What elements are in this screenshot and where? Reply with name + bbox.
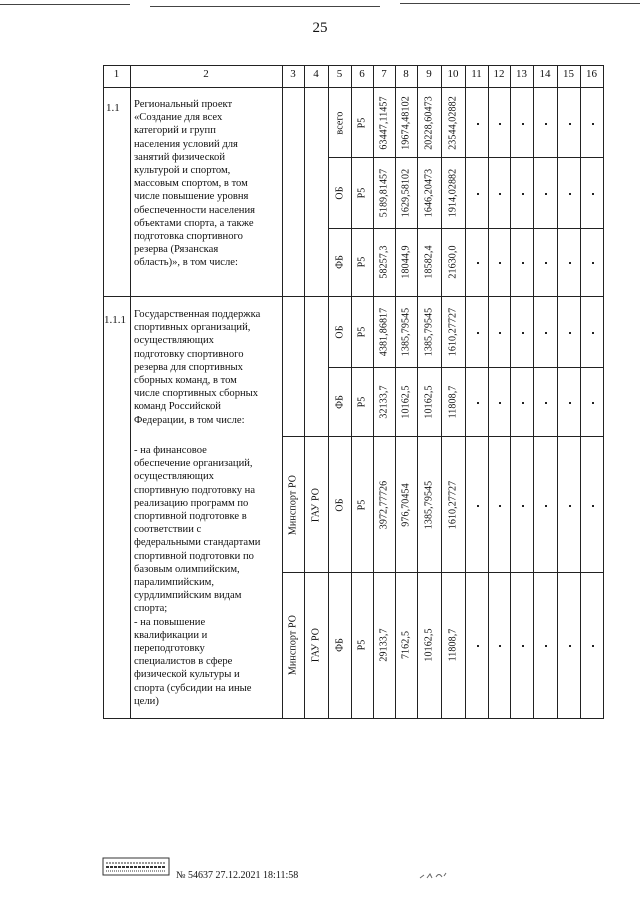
empty-cell-mark <box>477 193 479 195</box>
header-cell: 4 <box>313 68 319 80</box>
column-border <box>130 65 131 719</box>
page-number: 25 <box>312 20 328 36</box>
column-border <box>533 65 534 718</box>
column-border <box>557 65 558 718</box>
header-cell: 7 <box>381 68 387 80</box>
empty-cell-mark <box>499 262 501 264</box>
empty-cell-mark <box>545 123 547 125</box>
column-border <box>510 65 511 718</box>
empty-cell-mark <box>477 123 479 125</box>
header-cell: 9 <box>426 68 432 80</box>
column-border <box>417 65 418 718</box>
empty-cell-mark <box>477 505 479 507</box>
empty-cell-mark <box>522 123 524 125</box>
header-bottom-border <box>103 87 603 88</box>
column-border <box>351 65 352 718</box>
empty-cell-mark <box>592 402 594 404</box>
column-border <box>441 65 442 718</box>
header-cell: 3 <box>290 68 296 80</box>
header-cell: 11 <box>471 68 482 80</box>
empty-cell-mark <box>569 262 571 264</box>
empty-cell-mark <box>592 123 594 125</box>
empty-cell-mark <box>592 505 594 507</box>
column-border <box>488 65 489 718</box>
empty-cell-mark <box>592 332 594 334</box>
row-border <box>103 296 603 297</box>
column-border <box>395 65 396 718</box>
empty-cell-mark <box>569 505 571 507</box>
empty-cell-mark <box>522 645 524 647</box>
row-description: Государственная поддержка спортивных организаций, осуществляющих подготовку спортивного резерва для спортивных сборных команд, в том числе спортивных сборных команд Российской Федерации, в том числе: <box>134 309 261 426</box>
empty-cell-mark <box>569 402 571 404</box>
empty-cell-mark <box>477 262 479 264</box>
empty-cell-mark <box>545 402 547 404</box>
empty-cell-mark <box>569 123 571 125</box>
column-border <box>304 65 305 718</box>
empty-cell-mark <box>592 193 594 195</box>
header-cell: 14 <box>539 68 551 80</box>
empty-cell-mark <box>522 193 524 195</box>
empty-cell-mark <box>569 332 571 334</box>
header-cell: 15 <box>563 68 574 80</box>
column-border <box>328 65 329 718</box>
column-border <box>103 65 104 719</box>
empty-cell-mark <box>592 262 594 264</box>
empty-cell-mark <box>545 645 547 647</box>
column-border <box>282 65 283 718</box>
empty-cell-mark <box>592 645 594 647</box>
empty-cell-mark <box>499 402 501 404</box>
header-cell: 1 <box>113 68 120 80</box>
empty-cell-mark <box>522 262 524 264</box>
table-bottom-border <box>103 718 603 719</box>
header-cell: 12 <box>493 68 505 80</box>
row-description: - на финансовое обеспечение организаций, осуществляющих спортивную подготовку на реализацию программ по спортивной подготовке в соответствии с федеральными стандартами спортивной подготовки по базовым олимпийским, паралимпийским, сурдлимпийским видам спорта; - на повышение квалификации и переподготовку специалистов в сфере физической культуры и спорта (субсидии на иные цели) <box>134 445 261 707</box>
empty-cell-mark <box>545 332 547 334</box>
empty-cell-mark <box>522 505 524 507</box>
registry-stamp <box>102 857 172 882</box>
empty-cell-mark <box>522 402 524 404</box>
empty-cell-mark <box>545 262 547 264</box>
row-border <box>282 436 603 437</box>
subrow-border <box>328 157 603 158</box>
header-cell: 8 <box>403 68 409 80</box>
header-cell: 10 <box>447 68 459 80</box>
empty-cell-mark <box>499 332 501 334</box>
row-number: 1.1 <box>106 102 120 114</box>
empty-cell-mark <box>499 193 501 195</box>
subrow-border <box>328 367 603 368</box>
header-cell: 5 <box>336 68 343 80</box>
header-cell: 2 <box>203 68 209 80</box>
empty-cell-mark <box>477 332 479 334</box>
empty-cell-mark <box>545 193 547 195</box>
header-cell: 6 <box>359 68 365 80</box>
row-description: Региональный проект «Создание для всех категорий и групп населения условий для занятий физической культурой и спортом, массовым спортом, в том числе повышение уровня обеспеченности населения объектами спорта, а также подготовка спортивного резерва (Рязанская область)», в том числе: <box>134 99 256 269</box>
empty-cell-mark <box>499 645 501 647</box>
column-border <box>603 65 604 719</box>
handwritten-mark <box>418 866 448 884</box>
column-border <box>373 65 374 718</box>
empty-cell-mark <box>522 332 524 334</box>
empty-cell-mark <box>499 123 501 125</box>
header-cell: 13 <box>516 68 527 80</box>
registration-number: № 54637 27.12.2021 18:11:58 <box>176 870 299 881</box>
subrow-border <box>282 572 603 573</box>
empty-cell-mark <box>477 645 479 647</box>
empty-cell-mark <box>499 505 501 507</box>
empty-cell-mark <box>569 645 571 647</box>
subrow-border <box>328 228 603 229</box>
empty-cell-mark <box>477 402 479 404</box>
empty-cell-mark <box>545 505 547 507</box>
row-number: 1.1.1 <box>104 314 126 326</box>
header-cell: 16 <box>586 68 597 80</box>
column-border <box>580 65 581 718</box>
empty-cell-mark <box>569 193 571 195</box>
scan-top-edge <box>0 0 640 14</box>
column-border <box>465 65 466 718</box>
